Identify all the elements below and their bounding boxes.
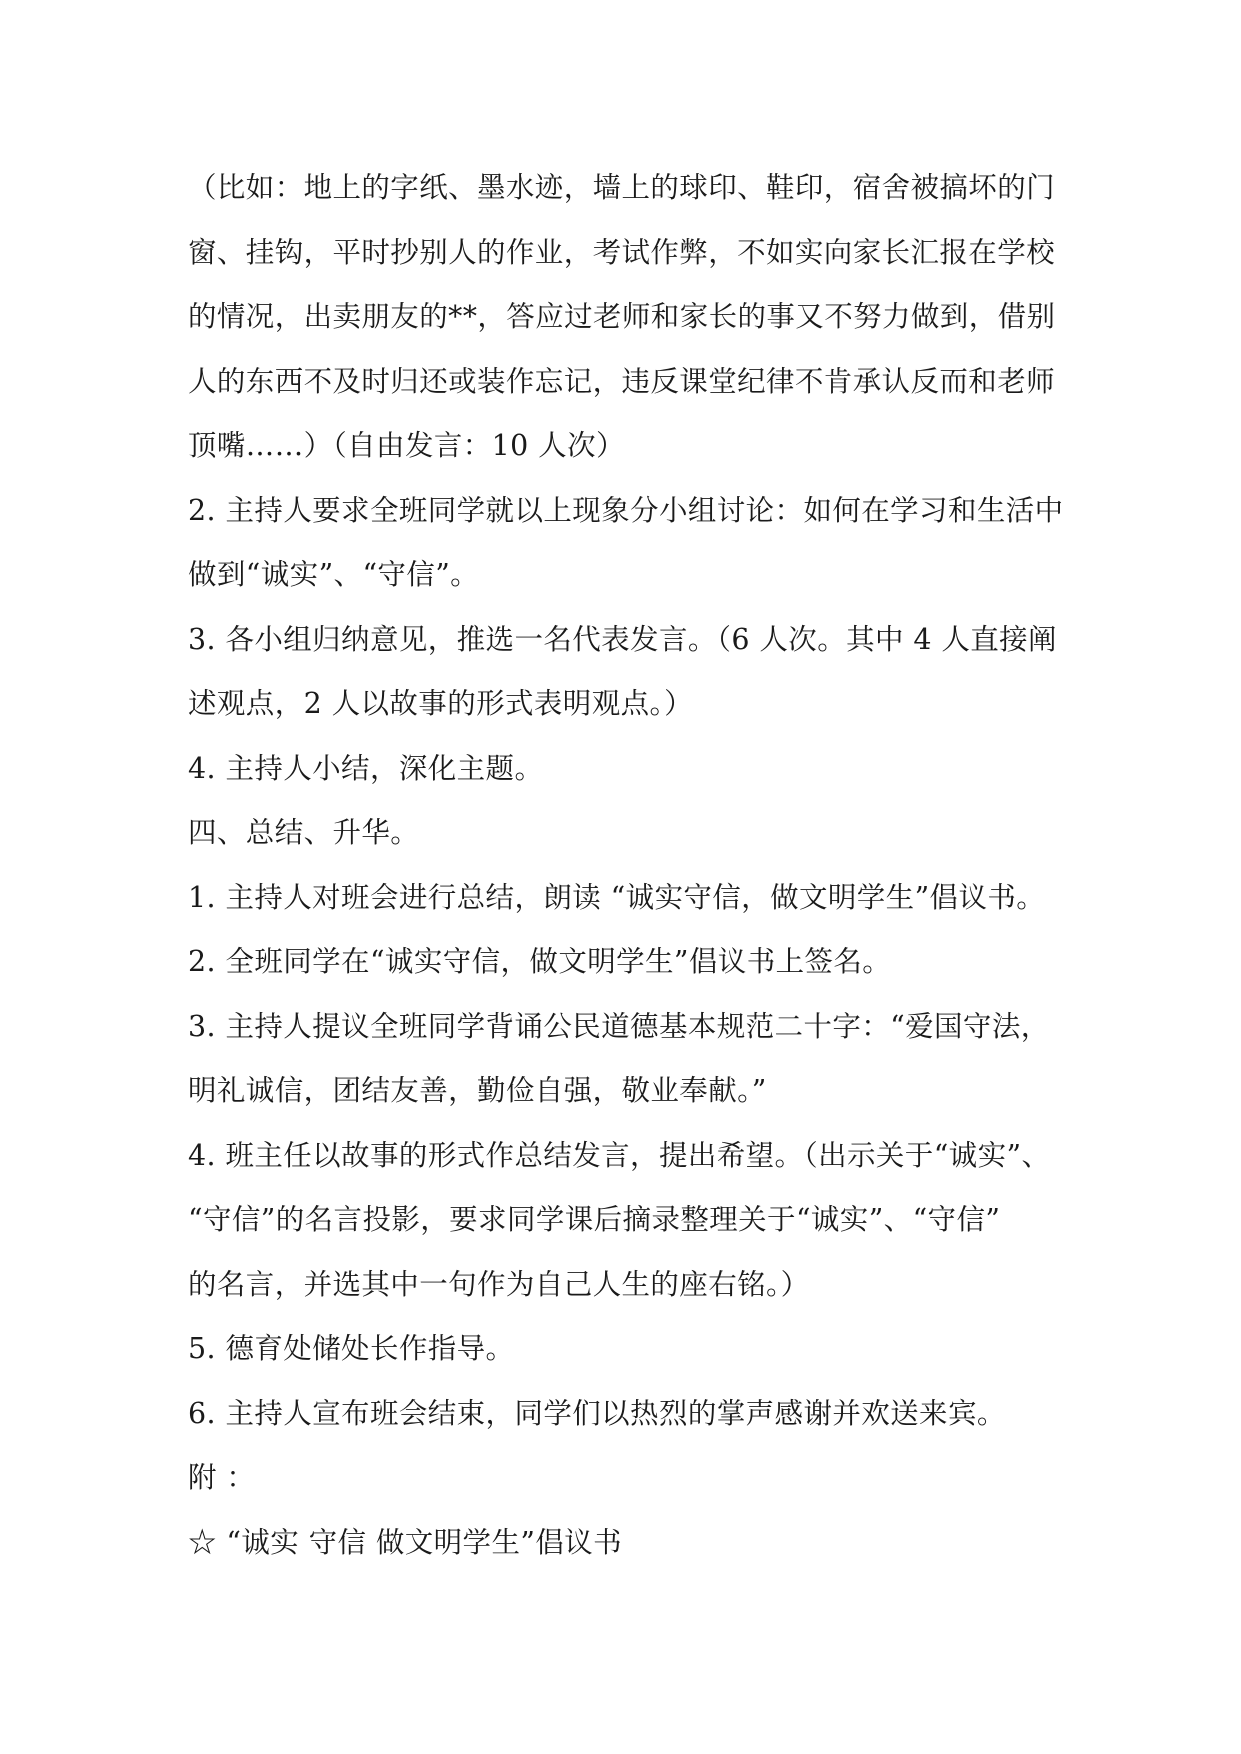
text-line: 述观点，2 人以故事的形式表明观点。）	[188, 687, 694, 720]
text-line: 窗、挂钩，平时抄别人的作业，考试作弊，不如实向家长汇报在学校	[188, 235, 1056, 269]
text-line: 4. 班主任以故事的形式作总结发言，提出希望。（出示关于“诚实”、	[188, 1138, 1051, 1172]
text-line: 4. 主持人小结，深化主题。	[188, 751, 544, 785]
text-line: 6. 主持人宣布班会结束，同学们以热烈的掌声感谢并欢送来宾。	[188, 1396, 1006, 1430]
section-heading: 四、总结、升华。	[188, 816, 420, 849]
document-body	[188, 156, 1068, 1575]
appendix-label: 附 ：	[188, 1461, 256, 1494]
text-line: 顶嘴……）（自由发言：10 人次）	[188, 429, 625, 462]
text-line: 1. 主持人对班会进行总结，朗读 “诚实守信，做文明学生”倡议书。	[188, 880, 1046, 914]
text-line: 2. 主持人要求全班同学就以上现象分小组讨论：如何在学习和生活中	[188, 493, 1064, 527]
text-line: 3. 主持人提议全班同学背诵公民道德基本规范二十字：“爱国守法，	[188, 1009, 1050, 1043]
appendix-title: ☆ “诚实 守信 做文明学生”倡议书	[188, 1525, 623, 1559]
text-line: “守信”的名言投影，要求同学课后摘录整理关于“诚实”、“守信”	[188, 1203, 1001, 1236]
text-line: 3. 各小组归纳意见，推选一名代表发言。（6 人次。其中 4 人直接阐	[188, 622, 1057, 656]
text-line: 5. 德育处储处长作指导。	[188, 1332, 515, 1365]
text-line: 2. 全班同学在“诚实守信，做文明学生”倡议书上签名。	[188, 945, 892, 978]
text-line: 做到“诚实”、“守信”。	[188, 558, 480, 591]
text-line: 人的东西不及时归还或装作忘记，违反课堂纪律不肯承认反而和老师	[188, 364, 1056, 398]
text-line: （比如：地上的字纸、墨水迹，墙上的球印、鞋印，宿舍被搞坏的门	[188, 171, 1056, 204]
text-line: 的情况，出卖朋友的**，答应过老师和家长的事又不努力做到，借别	[188, 300, 1056, 333]
text-line: 明礼诚信，团结友善，勤俭自强，敬业奉献。”	[188, 1074, 767, 1107]
text-line: 的名言，并选其中一句作为自己人生的座右铭。）	[188, 1267, 810, 1301]
